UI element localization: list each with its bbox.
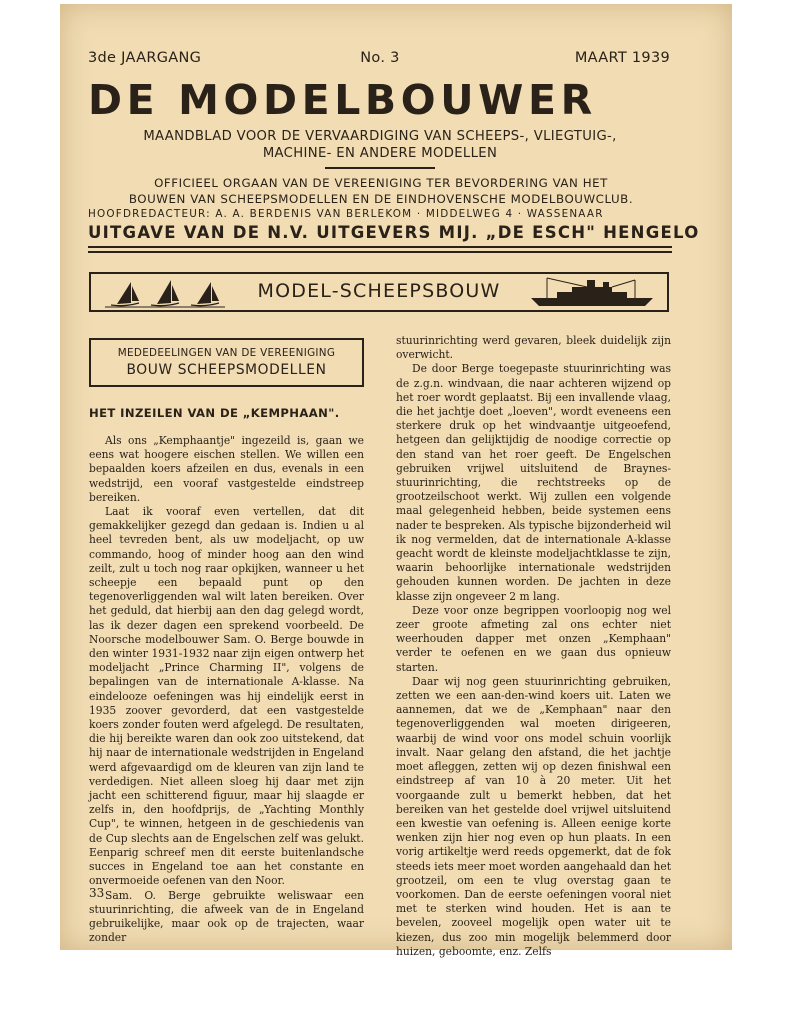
notice-line-2: BOUW SCHEEPSMODELLEN	[126, 362, 327, 378]
article-right-column	[396, 334, 671, 959]
paragraph: De door Berge toegepaste stuurinrichting was de z.g.n. windvaan, die naar achteren wijzend op het roer wordt geplaatst. Bij een invallende vlaag, die het jachtje doet „loeven", wordt eveneens een sterkere druk op het windvaantje uitgeoefend, hetgeen dan gelijktijdig de noodige correctie op den stand van het roer geeft. De Engelschen gebruiken vrijwel uitsluitend de Braynes-stuurinrichting, die rechtstreeks op de grootzeilschoot werkt. Wij zullen een volgende maal gelegenheid hebben, beide systemen eens nader te bespreken. Als typische bijzonderheid wil ik nog vermelden, dat de internationale A-klasse geacht wordt de kleinste modeljachtklasse te zijn, waarin behoorlijke internationale wedstrijden gehouden kunnen worden. De jachten in deze klasse zijn ongeveer 2 m lang.	[396, 362, 671, 603]
paragraph: Sam. O. Berge gebruikte weliswaar een stuurinrichting, die afweek van de in Engeland gebruikelijke, maar ook op de trajecten, waar zonder	[89, 888, 364, 945]
publisher-line: UITGAVE VAN DE N.V. UITGEVERS MIJ. „DE ESCH" HENGELO	[88, 223, 700, 242]
page-number: 33	[89, 886, 105, 900]
association-notice-box	[89, 338, 364, 387]
section-banner	[89, 272, 669, 312]
official-line-1: OFFICIEEL ORGAAN VAN DE VEREENIGING TER BEVORDERING VAN HET	[154, 176, 608, 190]
steamship-icon	[527, 276, 657, 308]
subtitle-line-1: MAANDBLAD VOOR DE VERVAARDIGING VAN SCHEEPS-, VLIEGTUIG-,	[143, 129, 617, 144]
article-left-column	[89, 434, 364, 945]
divider	[325, 167, 435, 169]
paragraph: stuurinrichting werd gevaren, bleek duidelijk zijn overwicht.	[396, 334, 671, 362]
paragraph: Als ons „Kemphaantje" ingezeild is, gaan we eens wat hoogere eischen stellen. We willen een bepaalden koers afzeilen en dus, evenals in een wedstrijd, een vooraf vastgestelde eindstreep bereiken.	[89, 434, 364, 504]
editor-line: HOOFDREDACTEUR: A. A. BERDENIS VAN BERLEKOM · MIDDELWEG 4 · WASSENAAR	[88, 208, 604, 220]
paragraph: Daar wij nog geen stuurinrichting gebruiken, zetten we een aan-den-wind koers uit. Laten we aannemen, dat we de „Kemphaan" naar den tegenoverliggenden wal moeten dirigeeren, waarbij de wind voor ons model schuin voorlijk invalt. Naar gelang den afstand, die het jachtje moet afleggen, zetten wij op dezen finishwal een eindstreep af van 10 à 20 meter. Uit het voorgaande zult u bemerkt hebben, dat het bereiken van het gestelde doel vrijwel uitsluitend een kwestie van oefening is. Alleen eenige korte wenken zijn hier nog even op hun plaats. In een vorig artikeltje werd reeds opgemerkt, dat de fok steeds iets meer moet worden aangehaald dan het grootzeil, om een te vlug overstag gaan te voorkomen. Dan de eerste oefeningen vooral niet met te sterken wind houden. Het is aan te bevelen, zooveel mogelijk open water uit te kiezen, dus zoo min mogelijk belemmerd door huizen, geboomte, enz. Zelfs	[396, 674, 671, 958]
notice-line-1: MEDEDEELINGEN VAN DE VEREENIGING	[117, 347, 336, 359]
official-line-2: BOUWEN VAN SCHEEPSMODELLEN EN DE EINDHOVENSCHE MODELBOUWCLUB.	[128, 191, 634, 206]
article-title: HET INZEILEN VAN DE „KEMPHAAN".	[89, 406, 340, 420]
paragraph: Laat ik vooraf even vertellen, dat dit gemakkelijker gezegd dan gedaan is. Indien u al heel tevreden bent, als uw modeljacht, op uw commando, hoog of minder hoog aan den wind zeilt, zult u toch nog raar opkijken, wanneer u het scheepje een bepaald punt op den tegenoverliggenden wal wilt laten bereiken. Over het geduld, dat hierbij aan den dag gelegd wordt, las ik dezer dagen een sprekend voorbeeld. De Noorsche modelbouwer Sam. O. Berge bouwde in den winter 1931-1932 naar zijn eigen ontwerp het modeljacht „Prince Charming II", volgens de bepalingen van de internationale A-klasse. Na eindelooze oefeningen was hij eindelijk eerst in 1935 zoover gevorderd, dat een vastgestelde koers zonder fouten werd afgelegd. De resultaten, die hij bereikte waren dan ook zoo uitstekend, dat hij naar de internationale wedstrijden in Engeland werd afgevaardigd om de kleuren van zijn land te verdedigen. Niet alleen sloeg hij daar met zijn jacht een schitterend figuur, maar hij slaagde er zelfs in, den hoofdprijs, de „Yachting Monthly Cup", te winnen, hetgeen in de geschiedenis van de Cup slechts aan de Engelschen zelf was gelukt. Eenparig schreef men dit eerste buitenlandsche succes in Engeland toe aan het constante en onvermoeide oefenen van den Noor.	[89, 505, 364, 888]
paragraph: Deze voor onze begrippen voorloopig nog wel zeer groote afmeting zal ons echter niet weerhouden dapper met onzen „Kemphaan" verder te oefenen en we gaan dus opnieuw starten.	[396, 603, 671, 674]
section-title: MODEL-SCHEEPSBOUW	[257, 280, 501, 302]
official-organ-text	[86, 176, 676, 207]
header-divider-2	[88, 251, 672, 253]
volume-label: 3de JAARGANG	[88, 50, 202, 66]
header-divider-1	[88, 246, 672, 248]
magazine-title: DE MODELBOUWER	[88, 76, 597, 124]
subtitle-line-2: MACHINE- EN ANDERE MODELLEN	[262, 146, 498, 161]
issue-date: MAART 1939	[574, 50, 670, 66]
issue-number: No. 3	[360, 50, 400, 66]
